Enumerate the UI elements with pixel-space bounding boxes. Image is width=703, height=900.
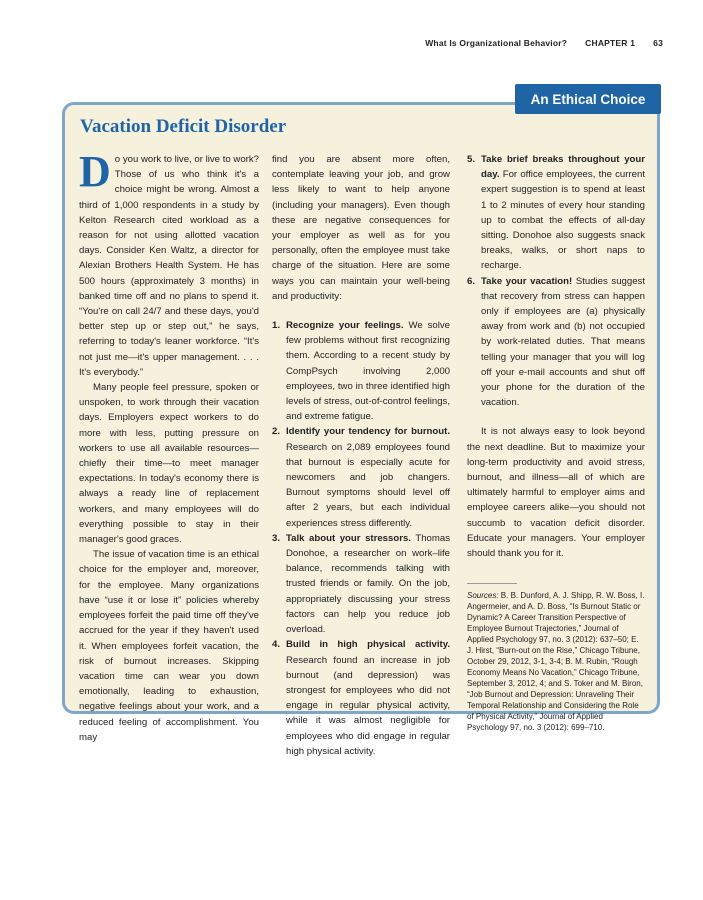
- feature-banner: An Ethical Choice: [515, 84, 661, 114]
- paragraph: It is not always easy to look beyond the next deadline. But to maximize your long-term productivity and avoid stress, burnout, and illness—all of which are ultimately harmful to employer aims and employee careers alike—you should not succumb to vacation deficit disorder. Educate your managers. Your employer should thank you for it.: [467, 426, 645, 560]
- list-number: 5.: [467, 154, 476, 165]
- column-1: [79, 147, 259, 745]
- list-lead: Take your vacation!: [481, 275, 573, 287]
- running-head: [425, 38, 663, 48]
- tips-list: [272, 318, 450, 759]
- list-text: Research on 2,089 employees found that burnout is especially acute for newcomers and job changers. Burnout symptoms should level off after 2 years, but each individual experiences stress differently.: [286, 441, 450, 529]
- feature-title: Vacation Deficit Disorder: [80, 116, 287, 137]
- list-item: [467, 274, 645, 411]
- sources-text: B. B. Dunford, A. J. Shipp, R. W. Boss, I. Angermeier, and A. D. Boss, “Is Burnout Static or Dynamic? A Career Transition Perspective of Employee Burnout Trajectories,” Journal of Applied Psychology 97, no. 3 (2012): 637–50; E. J. Hirst, “Burn-out on the Rise,” Chicago Tribune, October 29, 2012, 3-1, 3-4; B. M. Rubin, “Rough Economy Means No Vacation,” Chicago Tribune, September 3, 2012, 4; and S. Toker and M. Biron, “Job Burnout and Depression: Unraveling Their Temporal Relationship and Considering the Role of Physical Activity,” Journal of Applied Psychology 97, no. 3 (2012): 699–710.: [467, 591, 645, 733]
- sources-label: Sources:: [467, 591, 499, 601]
- list-number: 2.: [272, 426, 281, 438]
- list-text: Studies suggest that recovery from stress can happen only if employees are (a) physically away from work and (b) not occupied by work-related duties. That means telling your manager that you will log off your e-mail accounts and shut off your phone for the duration of the vacation.: [481, 275, 645, 409]
- sources-rule: [467, 583, 517, 584]
- sources: [467, 590, 645, 733]
- running-head-title: What Is Organizational Behavior?: [425, 38, 568, 48]
- list-text: We solve few problems without first recognizing them. According to a recent study by CompPsych involving 2,000 employees, two in three identified high levels of stress, out-of-control feelings, and extreme fatigue.: [286, 320, 450, 423]
- list-number: 1.: [272, 320, 281, 332]
- list-item: [272, 424, 450, 530]
- drop-cap: D: [79, 147, 111, 196]
- list-item: [272, 531, 450, 637]
- paragraph: [79, 147, 259, 380]
- page-number: 63: [653, 38, 663, 48]
- list-text: Research found an increase in job burnout (and depression) was strongest for employees who did not engage in regular physical activity, while it was almost negligible for employees who did engage in regular high physical activity.: [286, 654, 450, 757]
- running-head-chapter: CHAPTER 1: [585, 38, 636, 48]
- list-lead: Identify your tendency for burnout.: [286, 426, 450, 438]
- list-lead: Take brief breaks throughout your day.: [481, 154, 645, 181]
- list-item: [467, 152, 645, 274]
- paragraph: find you are absent more often, contemplate leaving your job, and grow less likely to want to help anyone (including your managers). Even though these are negative consequences for your employer as well as for you personally, often the employee must take charge of the situation. Here are some ways you can maintain your well-being and productivity:: [272, 154, 450, 302]
- column-3: [467, 152, 645, 733]
- list-item: [272, 637, 450, 759]
- list-item: [272, 318, 450, 424]
- list-text: Thomas Donohoe, a researcher on work–life balance, recommends talking with trusted friends or family. On the job, appropriately discussing your stress factors can help you reduce job overload.: [286, 532, 450, 636]
- paragraph: Many people feel pressure, spoken or unspoken, to work through their vacation days. Employers expect workers to do more with less, putting pressure on workers to use all available resources—chiefly their time—to meet manager expectations. In today's economy there is always a ready line of replacement workers, and many employees will do everything possible to stay in their manager's good graces.: [79, 382, 259, 546]
- paragraph: The issue of vacation time is an ethical choice for the employer and, moreover, for the employee. Many organizations have “use it or lose it” policies whereby employees forfeit the paid time off they've accrued for the year if they haven't used it. When employees forfeit vacation, the risk of burnout increases. Skipping vacation time can wear you down emotionally, leading to exhaustion, negative feelings about your work, and a reduced feeling of accomplishment. You may: [79, 549, 259, 743]
- list-lead: Build in high physical activity.: [286, 639, 450, 651]
- list-text: For office employees, the current expert suggestion is to spend at least 1 to 2 minutes of every hour standing up to combat the effects of all-day sitting. Donohoe also suggests snack breaks, walks, or short naps to recharge.: [481, 169, 645, 272]
- tips-list-continued: [467, 152, 645, 410]
- list-lead: Talk about your stressors.: [286, 532, 411, 544]
- list-number: 6.: [467, 275, 476, 287]
- list-number: 3.: [272, 532, 281, 544]
- paragraph-text: o you work to live, or live to work? Those of us who think it's a choice might be wrong. Almost a third of 1,000 respondents in a study by Kelton Research cited workload as a reason for not using allotted vacation days. Consider Ken Waltz, a director for Alexian Brothers Health System. He has 500 hours (approximately 3 months) in banked time off and no plans to spend it. “You're on call 24/7 and these days, you'd better step up or step out,” he says, referring to today's leaner workforce. “It's not just me—it's upper management. . . . It's everybody.”: [79, 154, 259, 378]
- list-lead: Recognize your feelings.: [286, 320, 404, 332]
- column-2: [272, 152, 450, 759]
- list-number: 4.: [272, 639, 281, 651]
